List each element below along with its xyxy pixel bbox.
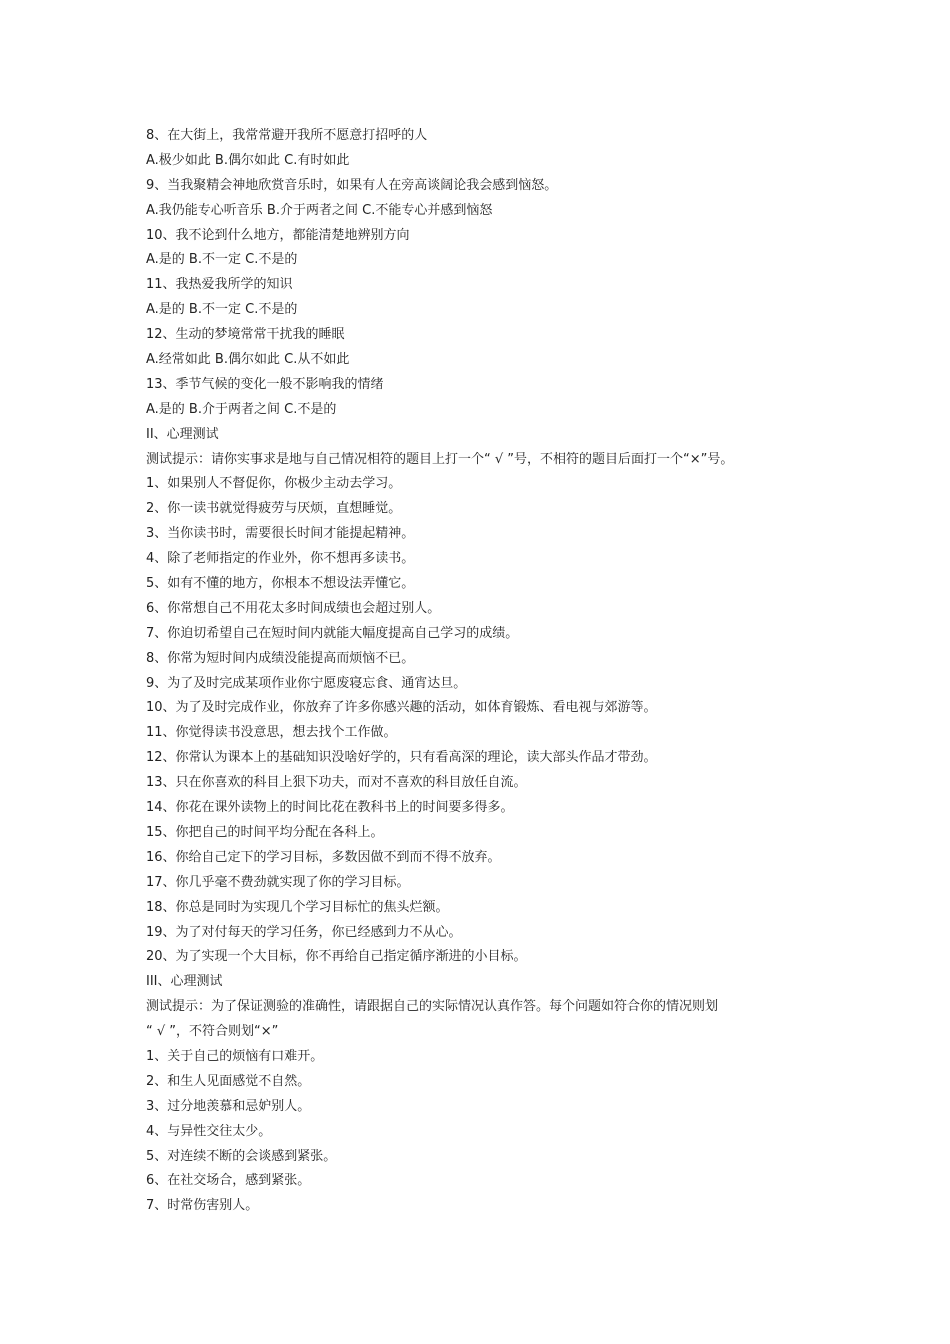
section-2-item: 14、你花在课外读物上的时间比花在教科书上的时间要多得多。 (146, 800, 514, 816)
section-2-item: 17、你几乎毫不费劲就实现了你的学习目标。 (146, 874, 410, 890)
section-3-item: 3、过分地羡慕和忌妒别人。 (146, 1098, 311, 1114)
section-3-instructions-cont: “ √ ”，不符合则划“×” (146, 1024, 279, 1040)
section-3-item: 2、和生人见面感觉不自然。 (146, 1073, 311, 1089)
section-2-item: 11、你觉得读书没意思，想去找个工作做。 (146, 725, 397, 741)
section-2-item: 2、你一读书就觉得疲劳与厌烦，直想睡觉。 (146, 501, 402, 517)
question-11-options: A.是的 B.不一定 C.不是的 (146, 302, 298, 318)
question-9-options: A.我仍能专心听音乐 B.介于两者之间 C.不能专心并感到恼怒 (146, 202, 493, 218)
section-2-instructions: 测试提示：请你实事求是地与自己情况相符的题目上打一个“ √ ”号，不相符的题目后面打一个“×”号。 (146, 451, 734, 467)
question-12-text: 12、生动的梦境常常干扰我的睡眠 (146, 327, 345, 343)
section-2-item: 1、如果别人不督促你，你极少主动去学习。 (146, 476, 402, 492)
section-2-heading: II、心理测试 (146, 426, 219, 442)
section-2-item: 13、只在你喜欢的科目上狠下功夫，而对不喜欢的科目放任自流。 (146, 775, 527, 791)
section-2-item: 18、你总是同时为实现几个学习目标忙的焦头烂额。 (146, 899, 449, 915)
section-3-item: 1、关于自己的烦恼有口难开。 (146, 1048, 324, 1064)
question-10-options: A.是的 B.不一定 C.不是的 (146, 252, 298, 268)
section-3-instructions: 测试提示：为了保证测验的准确性，请跟据自己的实际情况认真作答。每个问题如符合你的情况则划 (146, 999, 719, 1015)
section-2-item: 8、你常为短时间内成绩没能提高而烦恼不已。 (146, 650, 415, 666)
document-body (146, 124, 826, 1219)
section-2-item: 3、当你读书时，需要很长时间才能提起精神。 (146, 526, 415, 542)
section-2-item: 10、为了及时完成作业，你放弃了许多你感兴趣的活动，如体育锻炼、看电视与郊游等。 (146, 700, 657, 716)
section-2-item: 19、为了对付每天的学习任务，你已经感到力不从心。 (146, 924, 462, 940)
section-3-item: 5、对连续不断的会谈感到紧张。 (146, 1148, 337, 1164)
section-2-item: 15、你把自己的时间平均分配在各科上。 (146, 824, 384, 840)
section-3-item: 6、在社交场合，感到紧张。 (146, 1173, 311, 1189)
section-3-item: 7、时常伤害别人。 (146, 1198, 259, 1214)
question-13-options: A.是的 B.介于两者之间 C.不是的 (146, 401, 337, 417)
section-2-item: 9、为了及时完成某项作业你宁愿废寝忘食、通宵达旦。 (146, 675, 467, 691)
section-2-item: 4、除了老师指定的作业外，你不想再多读书。 (146, 551, 415, 567)
question-12-options: A.经常如此 B.偶尔如此 C.从不如此 (146, 352, 350, 368)
question-10-text: 10、我不论到什么地方，都能清楚地辨别方向 (146, 227, 410, 243)
question-8-options: A.极少如此 B.偶尔如此 C.有时如此 (146, 152, 350, 168)
section-3-heading: III、心理测试 (146, 974, 223, 990)
section-2-item: 5、如有不懂的地方，你根本不想设法弄懂它。 (146, 576, 415, 592)
section-3-item: 4、与异性交往太少。 (146, 1123, 272, 1139)
question-11-text: 11、我热爱我所学的知识 (146, 277, 293, 293)
question-13-text: 13、季节气候的变化一般不影响我的情绪 (146, 376, 384, 392)
section-2-item: 6、你常想自己不用花太多时间成绩也会超过别人。 (146, 600, 441, 616)
question-8-text: 8、在大街上，我常常避开我所不愿意打招呼的人 (146, 128, 428, 143)
section-2-item: 7、你迫切希望自己在短时间内就能大幅度提高自己学习的成绩。 (146, 625, 519, 641)
question-9-text: 9、当我聚精会神地欣赏音乐时，如果有人在旁高谈阔论我会感到恼怒。 (146, 177, 558, 193)
section-2-item: 20、为了实现一个大目标，你不再给自己指定循序渐进的小目标。 (146, 949, 527, 965)
section-2-item: 16、你给自己定下的学习目标，多数因做不到而不得不放弃。 (146, 849, 501, 865)
section-2-item: 12、你常认为课本上的基础知识没啥好学的，只有看高深的理论，读大部头作品才带劲。 (146, 750, 657, 766)
